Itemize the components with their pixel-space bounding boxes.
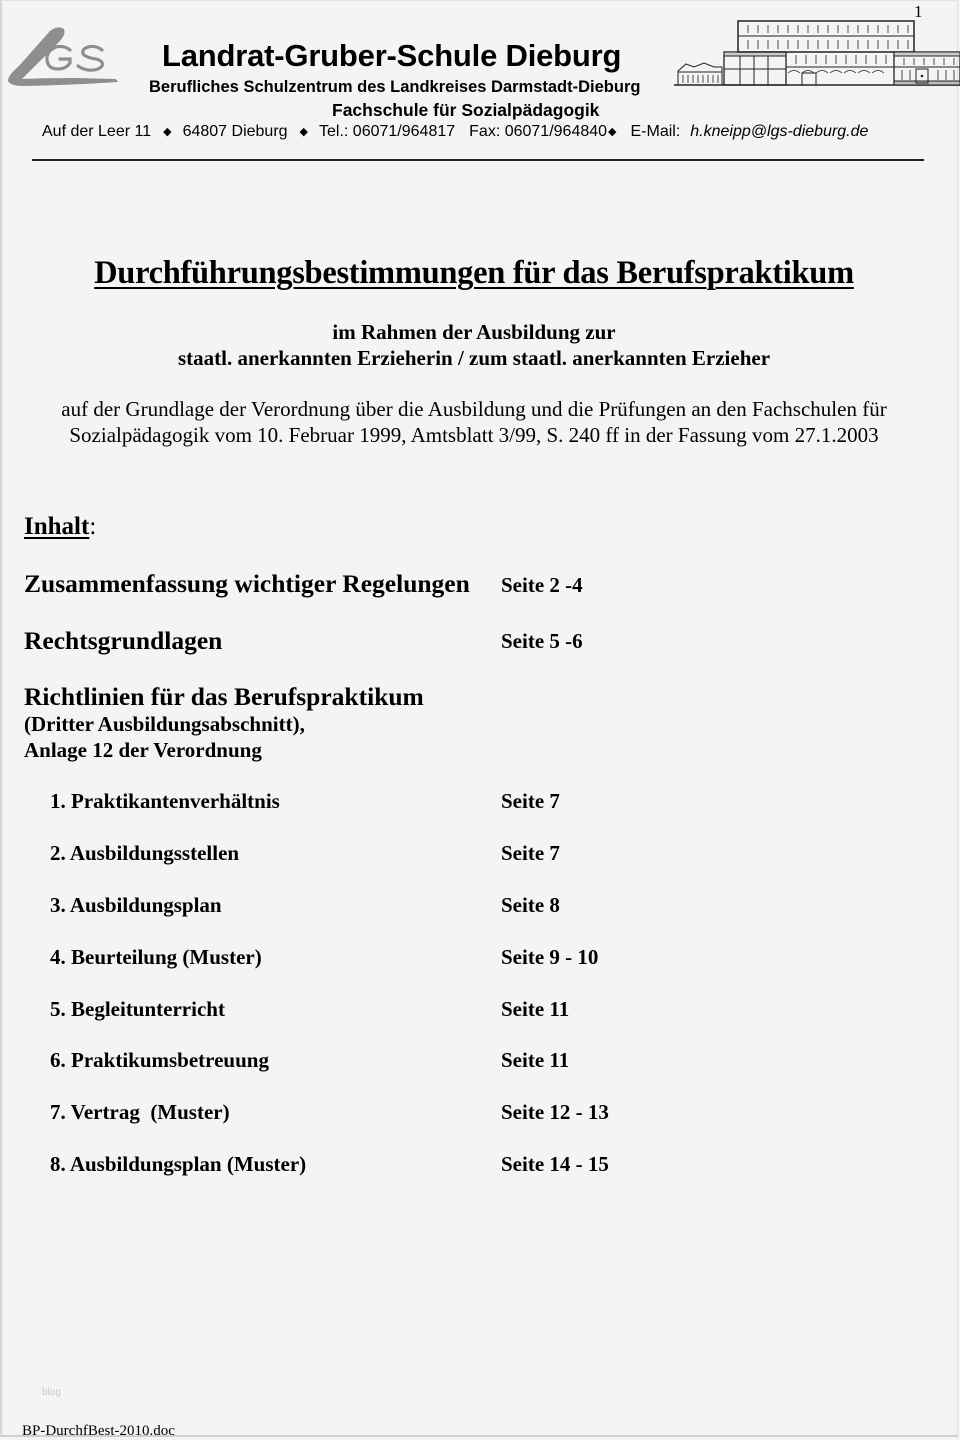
toc-entry-legal-basis: Rechtsgrundlagen (24, 626, 223, 655)
toc-subentry-page: Seite 9 - 10 (501, 945, 599, 969)
school-building-icon (674, 17, 960, 87)
toc-subentry: 6. Praktikumsbetreuung (50, 1048, 269, 1072)
diamond-separator-icon: ◆ (608, 126, 617, 138)
watermark: blog (42, 1387, 61, 1398)
subtitle-line-1: im Rahmen der Ausbildung zur (332, 320, 616, 344)
diamond-separator-icon: ◆ (163, 126, 172, 138)
phone-number: Tel.: 06071/964817 (319, 123, 456, 140)
diamond-separator-icon: ◆ (299, 126, 309, 138)
document-title: Durchführungsbestimmungen für das Berufspraktikum (94, 255, 854, 291)
toc-subentry-page: Seite 8 (501, 893, 560, 917)
toc-subentry: 5. Begleitunterricht (50, 997, 225, 1021)
address-city: 64807 Dieburg (182, 123, 288, 140)
contents-heading: Inhalt: (24, 513, 97, 540)
toc-entry-guidelines: Richtlinien für das Berufspraktikum (24, 682, 424, 711)
address-street: Auf der Leer 11 (42, 123, 152, 140)
fax-number: Fax: 06071/964840 (469, 123, 608, 140)
toc-guidelines-note-1: (Dritter Ausbildungsabschnitt), (24, 712, 305, 736)
footer-filename: BP-DurchfBest-2010.doc (22, 1423, 175, 1439)
legal-basis-line-2: Sozialpädagogik vom 10. Februar 1999, Amtsblatt 3/99, S. 240 ff in der Fassung vom 27.1.2003 (69, 423, 879, 447)
header-divider (32, 159, 924, 161)
toc-subentry: 4. Beurteilung (Muster) (50, 945, 262, 969)
toc-subentry: 3. Ausbildungsplan (50, 893, 222, 917)
lgs-logo-icon (4, 25, 122, 89)
school-subtitle: Berufliches Schulzentrum des Landkreises Darmstadt-Dieburg (149, 78, 641, 96)
toc-entry-summary: Zusammenfassung wichtiger Regelungen (24, 569, 470, 598)
school-name: Landrat-Gruber-Schule Dieburg (162, 38, 622, 73)
toc-subentry: 8. Ausbildungsplan (Muster) (50, 1152, 307, 1176)
toc-subentry: 2. Ausbildungsstellen (50, 841, 240, 865)
toc-subentry-page: Seite 12 - 13 (501, 1100, 609, 1124)
email-address[interactable]: h.kneipp@lgs-dieburg.de (690, 123, 869, 140)
toc-subentry: 7. Vertrag (Muster) (50, 1100, 230, 1124)
toc-entry-legal-basis-page: Seite 5 -6 (501, 629, 583, 653)
toc-subentry-page: Seite 7 (501, 789, 560, 813)
toc-subentry-page: Seite 11 (501, 997, 570, 1021)
toc-subentry-page: Seite 7 (501, 841, 560, 865)
toc-subentry-page: Seite 11 (501, 1048, 570, 1072)
email-label: E-Mail: (630, 123, 681, 140)
toc-entry-summary-page: Seite 2 -4 (501, 573, 583, 597)
legal-basis-line-1: auf der Grundlage der Verordnung über die Ausbildung und die Prüfungen an den Fachschulen für (61, 397, 887, 421)
toc-subentry-page: Seite 14 - 15 (501, 1152, 609, 1176)
page-number: 1 (914, 2, 923, 21)
contact-line (42, 123, 868, 141)
toc-guidelines-note-2: Anlage 12 der Verordnung (24, 738, 262, 762)
subtitle-line-2: staatl. anerkannten Erzieherin / zum staatl. anerkannten Erzieher (177, 346, 771, 370)
department-name: Fachschule für Sozialpädagogik (332, 100, 600, 120)
toc-subentry: 1. Praktikantenverhältnis (50, 789, 280, 813)
